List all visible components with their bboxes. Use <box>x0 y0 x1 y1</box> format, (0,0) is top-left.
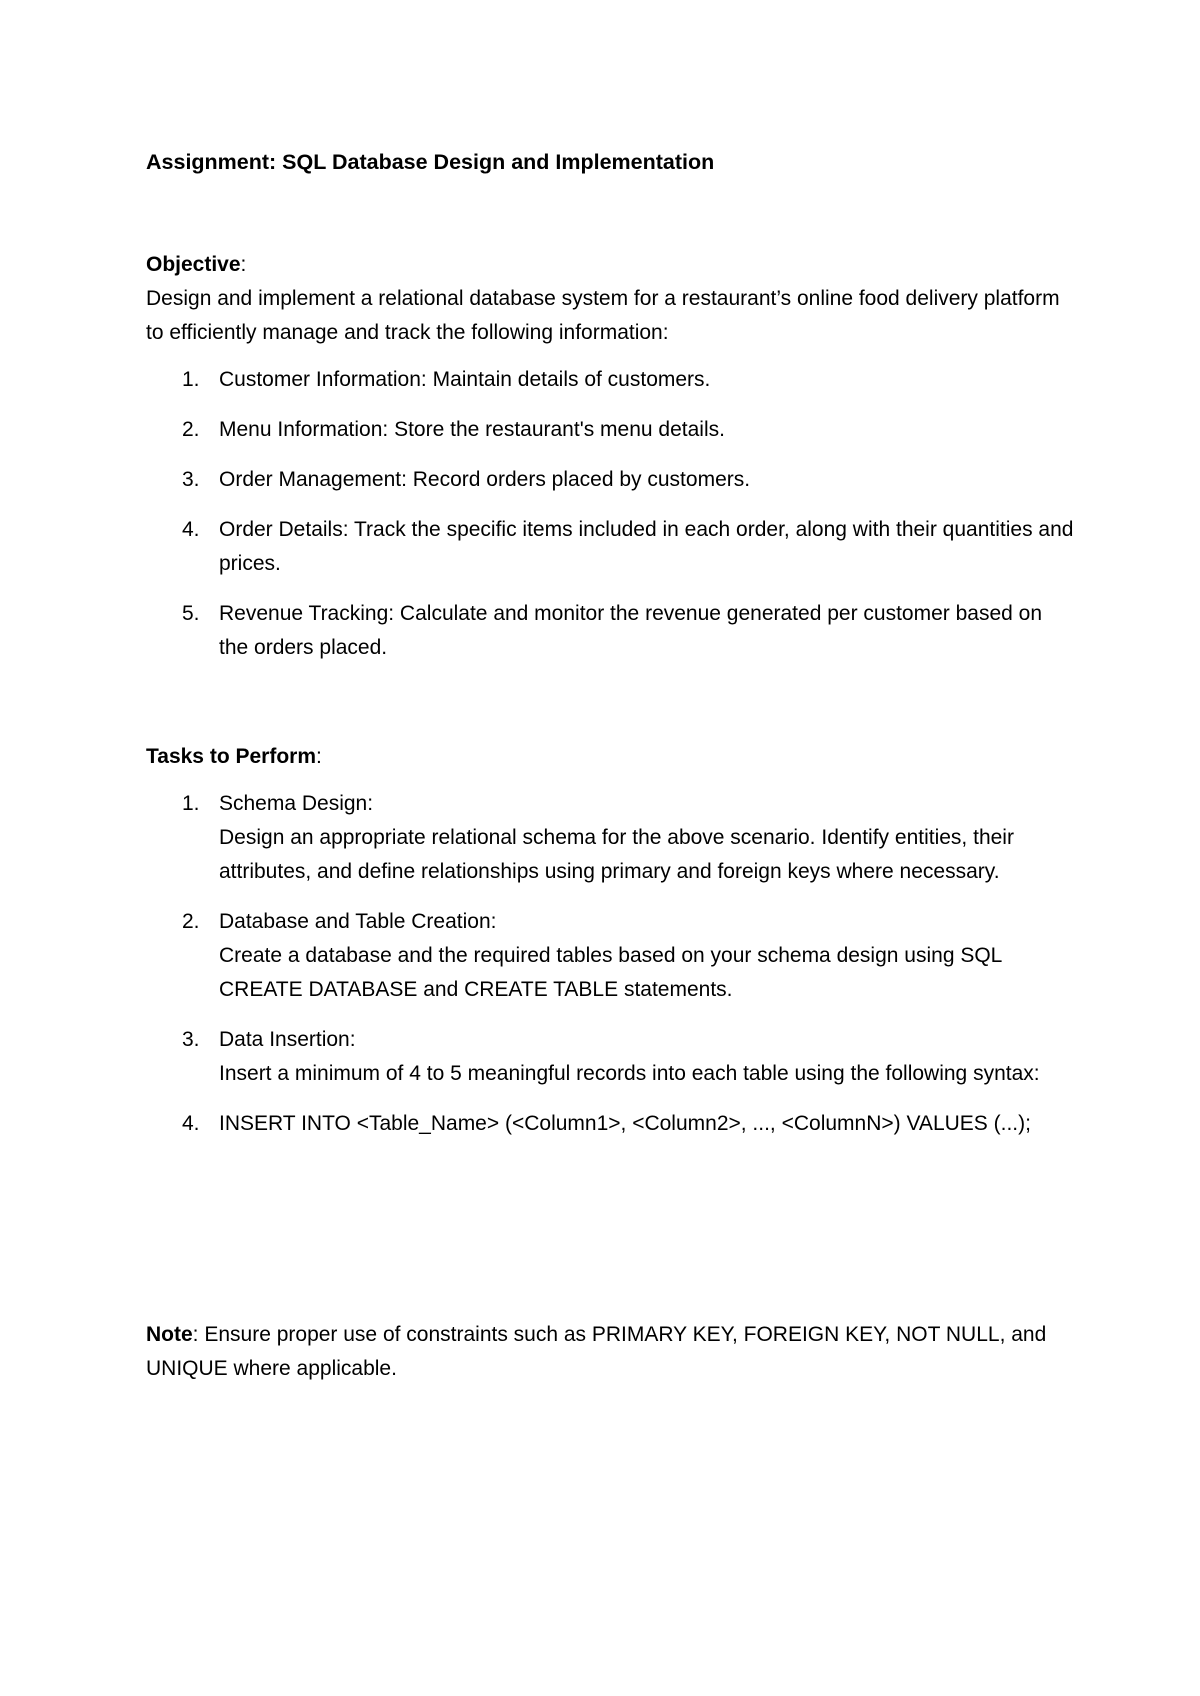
tasks-section <box>146 740 1076 1141</box>
note-heading: Note <box>146 1323 193 1346</box>
objective-colon: : <box>240 253 247 276</box>
list-item-number: 4. <box>182 518 200 541</box>
tasks-heading: Tasks to Perform <box>146 745 316 768</box>
list-item <box>146 363 1076 397</box>
list-item-text: Customer Information: Maintain details of customers. <box>219 368 711 391</box>
list-item-number: 5. <box>182 602 200 625</box>
list-item-number: 2. <box>182 418 200 441</box>
objective-text: Design and implement a relational database system for a restaurant’s online food delivery platform to efficiently manage and track the following information: <box>146 287 1060 344</box>
document-title: Assignment: SQL Database Design and Implementation <box>146 150 715 174</box>
task-title: INSERT INTO <Table_Name> (<Column1>, <Column2>, ..., <ColumnN>) VALUES (...); <box>219 1112 1031 1135</box>
objective-list <box>146 363 1076 665</box>
task-title: Database and Table Creation: <box>219 910 497 933</box>
objective-heading-line <box>146 248 1076 282</box>
list-item <box>146 1107 1076 1141</box>
document-page <box>146 0 1076 1696</box>
list-item-number: 3. <box>182 468 200 491</box>
task-title: Data Insertion: <box>219 1028 356 1051</box>
list-item <box>146 413 1076 447</box>
list-item-number: 1. <box>182 368 200 391</box>
list-item-number: 1. <box>182 792 200 815</box>
list-item <box>146 905 1076 1007</box>
list-item <box>146 513 1076 581</box>
list-item-text: Order Details: Track the specific items included in each order, along with their quantities and prices. <box>219 518 1074 575</box>
list-item-text: Revenue Tracking: Calculate and monitor the revenue generated per customer based on the orders placed. <box>219 602 1042 659</box>
list-item <box>146 597 1076 665</box>
tasks-list <box>146 787 1076 1141</box>
note-paragraph <box>146 1318 1076 1386</box>
list-item-text: Menu Information: Store the restaurant's menu details. <box>219 418 725 441</box>
note-section <box>146 1318 1076 1386</box>
task-text: Design an appropriate relational schema for the above scenario. Identify entities, their attributes, and define relationships using primary and foreign keys where necessary. <box>219 826 1014 883</box>
objective-section <box>146 248 1076 665</box>
list-item-text: Order Management: Record orders placed by customers. <box>219 468 751 491</box>
note-text: : Ensure proper use of constraints such as PRIMARY KEY, FOREIGN KEY, NOT NULL, and UNIQUE where applicable. <box>146 1323 1047 1380</box>
task-text: Insert a minimum of 4 to 5 meaningful records into each table using the following syntax: <box>219 1062 1040 1085</box>
list-item <box>146 787 1076 889</box>
list-item-number: 2. <box>182 910 200 933</box>
list-item <box>146 1023 1076 1091</box>
tasks-heading-line <box>146 740 1076 774</box>
list-item-number: 4. <box>182 1112 200 1135</box>
list-item <box>146 463 1076 497</box>
tasks-colon: : <box>316 745 322 768</box>
objective-heading: Objective <box>146 253 241 276</box>
task-text: Create a database and the required tables based on your schema design using SQL CREATE DATABASE and CREATE TABLE statements. <box>219 944 1002 1001</box>
list-item-number: 3. <box>182 1028 200 1051</box>
task-title: Schema Design: <box>219 792 374 815</box>
